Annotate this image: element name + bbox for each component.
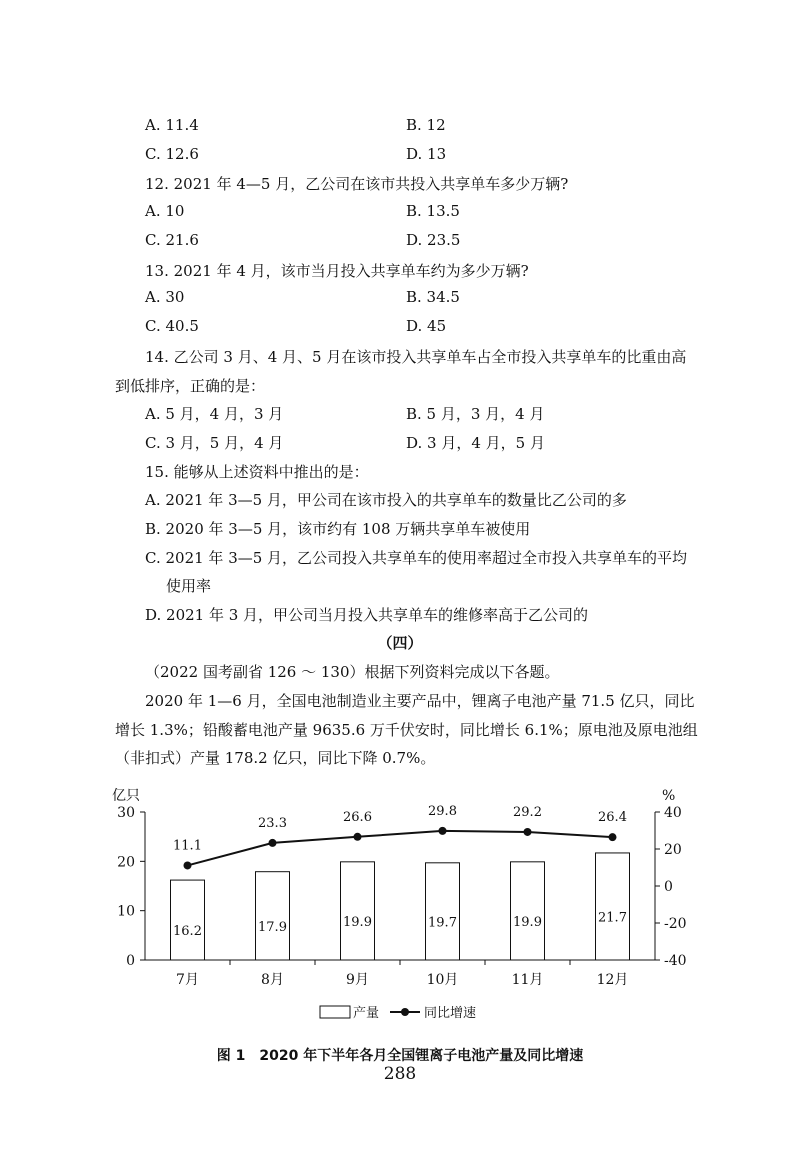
left-axis-label: 亿只	[112, 788, 140, 804]
q13-option-d: D. 45	[406, 317, 447, 335]
growth-rate-line	[188, 831, 613, 866]
right-tick-label: -20	[664, 916, 687, 932]
growth-rate-point-2	[269, 839, 277, 847]
growth-rate-point-1	[184, 861, 192, 869]
legend-bar-label: 产量	[353, 1006, 380, 1021]
q15-option-c-line2: 使用率	[166, 577, 212, 595]
q12-option-b: B. 13.5	[406, 202, 460, 220]
right-tick-label: 40	[664, 805, 682, 821]
legend-bar-swatch	[320, 1006, 350, 1018]
q15-option-d: D. 2021 年 3 月，甲公司当月投入共享单车的维修率高于乙公司的	[145, 606, 589, 624]
growth-rate-point-6	[609, 833, 617, 841]
q13-option-c: C. 40.5	[145, 317, 199, 335]
x-tick-label: 9月	[346, 972, 369, 988]
q12-option-a: A. 10	[145, 202, 185, 220]
left-tick-label: 20	[117, 854, 135, 871]
growth-rate-point-3	[354, 833, 362, 841]
legend-line-marker	[401, 1008, 409, 1016]
left-tick-label: 0	[126, 953, 135, 969]
q15-option-a: A. 2021 年 3—5 月，甲公司在该市投入的共享单车的数量比乙公司的多	[145, 491, 627, 509]
q14-option-d: D. 3 月，4 月，5 月	[406, 434, 545, 452]
q11-option-b: B. 12	[406, 116, 446, 134]
left-tick-label: 30	[117, 805, 135, 821]
growth-rate-label: 26.6	[343, 809, 372, 825]
battery-output-chart	[0, 770, 800, 1070]
x-tick-label: 10月	[426, 972, 459, 988]
section-para-line2: 增长 1.3%；铅酸蓄电池产量 9635.6 万千伏安时，同比增长 6.1%；原电池及原电池组	[115, 721, 698, 739]
q11-option-a: A. 11.4	[145, 116, 199, 134]
growth-rate-label: 23.3	[258, 815, 287, 831]
section-para-line1: 2020 年 1—6 月，全国电池制造业主要产品中，锂离子电池产量 71.5 亿只，同比	[145, 692, 695, 710]
left-tick-label: 10	[117, 903, 135, 920]
q11-option-c: C. 12.6	[145, 145, 199, 163]
bar-value-label: 21.7	[598, 910, 627, 926]
q12-option-c: C. 21.6	[145, 231, 199, 249]
bar-6	[596, 853, 630, 960]
q12-option-d: D. 23.5	[406, 231, 461, 249]
q15-option-c-line1: C. 2021 年 3—5 月，乙公司投入共享单车的使用率超过全市投入共享单车的平均	[145, 549, 688, 567]
q14-stem-line1: 14. 乙公司 3 月、4 月、5 月在该市投入共享单车占全市投入共享单车的比重由高	[145, 348, 687, 366]
bar-3	[341, 862, 375, 960]
growth-rate-label: 29.8	[428, 803, 457, 819]
x-tick-label: 8月	[261, 972, 284, 988]
chart-caption: 图 1 2020 年下半年各月全国锂离子电池产量及同比增速	[216, 1048, 584, 1064]
q14-option-c: C. 3 月，5 月，4 月	[145, 434, 284, 452]
growth-rate-label: 29.2	[513, 804, 542, 820]
bar-2	[256, 872, 290, 960]
bar-value-label: 19.7	[428, 915, 457, 931]
q14-stem-line2: 到低排序，正确的是：	[115, 377, 266, 395]
legend-line-label: 同比增速	[424, 1006, 477, 1021]
growth-rate-label: 26.4	[598, 810, 627, 826]
x-tick-label: 12月	[596, 972, 629, 988]
x-tick-label: 11月	[511, 972, 544, 988]
q13-stem: 13. 2021 年 4 月，该市当月投入共享单车约为多少万辆?	[145, 262, 529, 280]
growth-rate-label: 11.1	[173, 838, 202, 854]
section-title: （四）	[377, 634, 423, 652]
section-para-line3: （非扣式）产量 178.2 亿只，同比下降 0.7%。	[115, 749, 436, 767]
q11-option-d: D. 13	[406, 145, 447, 163]
x-tick-label: 7月	[176, 972, 199, 988]
q15-option-b: B. 2020 年 3—5 月，该市约有 108 万辆共享单车被使用	[145, 520, 531, 538]
growth-rate-point-4	[439, 827, 447, 835]
bar-value-label: 19.9	[513, 914, 542, 930]
bar-value-label: 17.9	[258, 919, 287, 935]
bar-value-label: 16.2	[173, 924, 202, 940]
q14-option-a: A. 5 月，4 月，3 月	[145, 405, 284, 423]
bar-value-label: 19.9	[343, 914, 372, 930]
q15-stem: 15. 能够从上述资料中推出的是：	[145, 463, 369, 481]
q13-option-b: B. 34.5	[406, 288, 460, 306]
q13-option-a: A. 30	[145, 288, 185, 306]
section-intro: （2022 国考副省 126 ～ 130）根据下列资料完成以下各题。	[145, 663, 560, 681]
bar-4	[426, 863, 460, 960]
right-tick-label: 20	[664, 842, 682, 858]
growth-rate-point-5	[524, 828, 532, 836]
bar-5	[511, 862, 545, 960]
q14-option-b: B. 5 月，3 月，4 月	[406, 405, 545, 423]
right-axis-label: %	[662, 788, 676, 804]
q12-stem: 12. 2021 年 4—5 月，乙公司在该市共投入共享单车多少万辆?	[145, 175, 569, 193]
right-tick-label: -40	[664, 953, 687, 969]
page-number: 288	[383, 1064, 417, 1084]
bar-1	[171, 880, 205, 960]
right-tick-label: 0	[664, 879, 673, 895]
